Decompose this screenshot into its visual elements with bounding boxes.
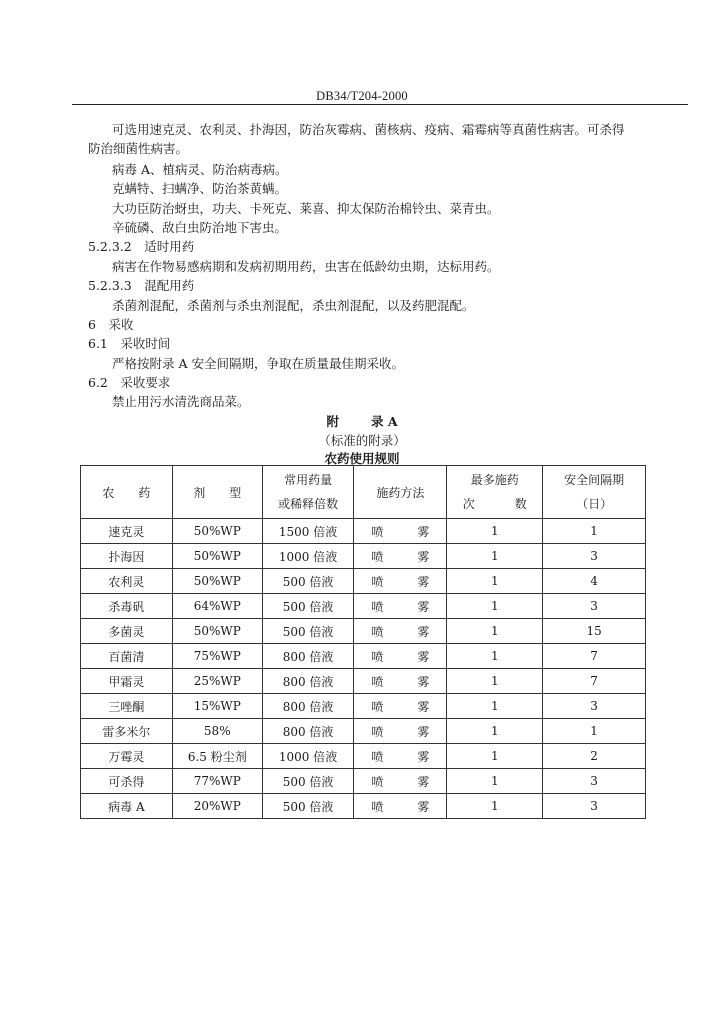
paragraph-line: 克螨特、扫螨净、防治茶黄螨。 bbox=[112, 181, 288, 196]
cell-dosage: 500 倍液 bbox=[262, 794, 354, 819]
cell-method: 喷 雾 bbox=[354, 719, 447, 744]
cell-interval: 4 bbox=[543, 569, 646, 594]
header-formulation: 剂 型 bbox=[172, 466, 262, 519]
table-row bbox=[81, 594, 646, 619]
cell-max-times: 1 bbox=[447, 594, 543, 619]
table-row bbox=[81, 794, 646, 819]
cell-pesticide: 多菌灵 bbox=[81, 619, 173, 644]
cell-dosage: 1000 倍液 bbox=[262, 544, 354, 569]
cell-interval: 7 bbox=[543, 644, 646, 669]
document-code: DB34/T204-2000 bbox=[316, 89, 408, 103]
paragraph-line: 辛硫磷、敌白虫防治地下害虫。 bbox=[112, 220, 288, 235]
table-row bbox=[81, 569, 646, 594]
cell-dosage: 800 倍液 bbox=[262, 644, 354, 669]
cell-formulation: 20%WP bbox=[172, 794, 262, 819]
cell-method: 喷 雾 bbox=[354, 619, 447, 644]
cell-interval: 3 bbox=[543, 769, 646, 794]
cell-formulation: 25%WP bbox=[172, 669, 262, 694]
paragraph-line: 严格按附录 A 安全间隔期，争取在质量最佳期采收。 bbox=[112, 356, 404, 371]
table-row bbox=[81, 744, 646, 769]
paragraph-line: 可选用速克灵、农利灵、扑海因，防治灰霉病、菌核病、疫病、霜霉病等真菌性病害。可杀得 bbox=[112, 122, 625, 137]
table-row bbox=[81, 769, 646, 794]
cell-method: 喷 雾 bbox=[354, 569, 447, 594]
appendix-subtitle: （标准的附录） bbox=[318, 433, 406, 448]
cell-max-times: 1 bbox=[447, 769, 543, 794]
section-heading: 5.2.3.2 适时用药 bbox=[88, 239, 195, 254]
header-max-times: 最多施药 次 数 bbox=[447, 466, 543, 519]
cell-formulation: 6.5 粉尘剂 bbox=[172, 744, 262, 769]
cell-max-times: 1 bbox=[447, 644, 543, 669]
section-heading: 6 采收 bbox=[88, 317, 134, 332]
cell-formulation: 58% bbox=[172, 719, 262, 744]
cell-max-times: 1 bbox=[447, 619, 543, 644]
cell-max-times: 1 bbox=[447, 519, 543, 544]
cell-max-times: 1 bbox=[447, 669, 543, 694]
cell-pesticide: 杀毒矾 bbox=[81, 594, 173, 619]
header-pesticide: 农 药 bbox=[81, 466, 173, 519]
cell-method: 喷 雾 bbox=[354, 744, 447, 769]
cell-method: 喷 雾 bbox=[354, 794, 447, 819]
table-title: 农药使用规则 bbox=[324, 451, 400, 466]
table-row bbox=[81, 619, 646, 644]
cell-method: 喷 雾 bbox=[354, 694, 447, 719]
table-row bbox=[81, 544, 646, 569]
table-row bbox=[81, 669, 646, 694]
cell-interval: 3 bbox=[543, 794, 646, 819]
pesticide-table bbox=[80, 465, 646, 819]
cell-formulation: 15%WP bbox=[172, 694, 262, 719]
cell-interval: 2 bbox=[543, 744, 646, 769]
cell-pesticide: 农利灵 bbox=[81, 569, 173, 594]
cell-dosage: 800 倍液 bbox=[262, 719, 354, 744]
cell-formulation: 77%WP bbox=[172, 769, 262, 794]
header-method: 施药方法 bbox=[354, 466, 447, 519]
cell-method: 喷 雾 bbox=[354, 544, 447, 569]
appendix-title-left: 附 bbox=[326, 414, 339, 429]
paragraph-line: 病毒 A、植病灵、防治病毒病。 bbox=[112, 162, 288, 177]
cell-formulation: 50%WP bbox=[172, 569, 262, 594]
cell-max-times: 1 bbox=[447, 744, 543, 769]
cell-pesticide: 速克灵 bbox=[81, 519, 173, 544]
cell-max-times: 1 bbox=[447, 544, 543, 569]
cell-dosage: 1000 倍液 bbox=[262, 744, 354, 769]
cell-method: 喷 雾 bbox=[354, 519, 447, 544]
cell-interval: 1 bbox=[543, 519, 646, 544]
table-header-row bbox=[81, 466, 646, 519]
cell-dosage: 500 倍液 bbox=[262, 594, 354, 619]
cell-formulation: 50%WP bbox=[172, 619, 262, 644]
appendix-title-right: 录 A bbox=[370, 414, 398, 429]
section-heading: 5.2.3.3 混配用药 bbox=[88, 278, 195, 293]
header-interval: 安全间隔期 （日） bbox=[543, 466, 646, 519]
table-body bbox=[81, 519, 646, 819]
cell-max-times: 1 bbox=[447, 719, 543, 744]
cell-interval: 15 bbox=[543, 619, 646, 644]
table-row bbox=[81, 644, 646, 669]
paragraph-line: 防治细菌性病害。 bbox=[88, 141, 189, 156]
cell-interval: 3 bbox=[543, 594, 646, 619]
cell-dosage: 500 倍液 bbox=[262, 769, 354, 794]
cell-interval: 1 bbox=[543, 719, 646, 744]
cell-dosage: 800 倍液 bbox=[262, 694, 354, 719]
paragraph-line: 病害在作物易感病期和发病初期用药，虫害在低龄幼虫期，达标用药。 bbox=[112, 259, 500, 274]
cell-dosage: 500 倍液 bbox=[262, 569, 354, 594]
cell-pesticide: 甲霜灵 bbox=[81, 669, 173, 694]
header-rule bbox=[72, 104, 688, 105]
cell-formulation: 50%WP bbox=[172, 544, 262, 569]
cell-pesticide: 雷多米尔 bbox=[81, 719, 173, 744]
cell-method: 喷 雾 bbox=[354, 644, 447, 669]
cell-method: 喷 雾 bbox=[354, 669, 447, 694]
cell-pesticide: 扑海因 bbox=[81, 544, 173, 569]
cell-formulation: 64%WP bbox=[172, 594, 262, 619]
paragraph-line: 杀菌剂混配，杀菌剂与杀虫剂混配，杀虫剂混配，以及药肥混配。 bbox=[112, 298, 475, 313]
table-row bbox=[81, 519, 646, 544]
cell-method: 喷 雾 bbox=[354, 594, 447, 619]
section-heading: 6.1 采收时间 bbox=[88, 336, 171, 351]
cell-formulation: 75%WP bbox=[172, 644, 262, 669]
cell-pesticide: 百菌清 bbox=[81, 644, 173, 669]
cell-pesticide: 病毒 A bbox=[81, 794, 173, 819]
appendix-title bbox=[0, 412, 724, 430]
cell-pesticide: 三唑酮 bbox=[81, 694, 173, 719]
cell-max-times: 1 bbox=[447, 794, 543, 819]
header-dosage: 常用药量 或稀释倍数 bbox=[262, 466, 354, 519]
cell-pesticide: 可杀得 bbox=[81, 769, 173, 794]
cell-interval: 3 bbox=[543, 694, 646, 719]
cell-dosage: 500 倍液 bbox=[262, 619, 354, 644]
section-heading: 6.2 采收要求 bbox=[88, 375, 171, 390]
cell-method: 喷 雾 bbox=[354, 769, 447, 794]
cell-dosage: 1500 倍液 bbox=[262, 519, 354, 544]
paragraph-line: 禁止用污水清洗商品菜。 bbox=[112, 394, 250, 409]
cell-formulation: 50%WP bbox=[172, 519, 262, 544]
cell-dosage: 800 倍液 bbox=[262, 669, 354, 694]
table-row bbox=[81, 719, 646, 744]
cell-max-times: 1 bbox=[447, 694, 543, 719]
cell-interval: 3 bbox=[543, 544, 646, 569]
cell-max-times: 1 bbox=[447, 569, 543, 594]
paragraph-line: 大功臣防治蚜虫，功夫、卡死克、莱喜、抑太保防治棉铃虫、菜青虫。 bbox=[112, 201, 500, 216]
cell-pesticide: 万霉灵 bbox=[81, 744, 173, 769]
cell-interval: 7 bbox=[543, 669, 646, 694]
table-row bbox=[81, 694, 646, 719]
